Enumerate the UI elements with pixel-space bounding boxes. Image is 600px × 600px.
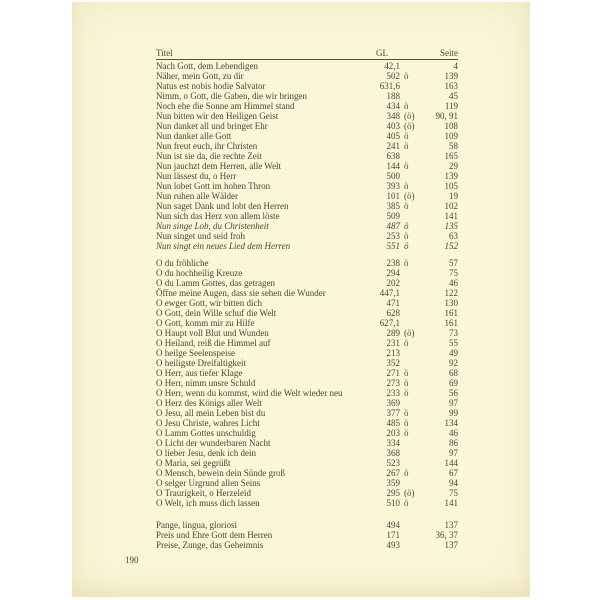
gl-oe-note: ö (404, 101, 409, 111)
page-ref: 75 (449, 488, 458, 498)
song-title: Nun singet und seid froh (156, 231, 245, 241)
song-title: Nun jauchzt dem Herren, alle Welt (156, 161, 282, 171)
gl-number: 171 (386, 530, 400, 540)
gl-number: 471 (386, 298, 400, 308)
table-row (156, 348, 458, 358)
page-ref: 69 (449, 378, 458, 388)
gl-oe-note: ö (404, 468, 409, 478)
page-ref: 135 (444, 221, 458, 231)
song-title: O heilge Seelenspeise (156, 348, 235, 358)
gl-oe-note: (ö) (404, 488, 415, 498)
page-ref: 97 (449, 398, 458, 408)
gl-number: 551 (386, 241, 400, 251)
table-row (156, 268, 458, 278)
song-title: O Gott, komm mir zu Hilfe (156, 318, 255, 328)
gl-number: 289 (386, 328, 400, 338)
song-title: Nach Gott, dem Lebendigen (156, 61, 258, 71)
page-ref: 75 (449, 268, 458, 278)
gl-number: 485 (386, 418, 400, 428)
page-ref: 29 (449, 161, 458, 171)
table-row (156, 388, 458, 398)
gl-oe-note: ö (404, 71, 409, 81)
page-ref: 73 (449, 328, 458, 338)
page-ref: 99 (449, 408, 458, 418)
page-ref: 152 (444, 241, 458, 251)
gl-oe-note: ö (404, 221, 409, 231)
gl-number: 500 (386, 171, 400, 181)
gl-oe-note: ö (404, 498, 409, 508)
page-ref: 141 (444, 498, 458, 508)
table-row (156, 338, 458, 348)
gl-oe-note (400, 151, 422, 161)
table-row (156, 540, 458, 550)
gl-number: 393 (386, 181, 400, 191)
gl-oe-note: ö (404, 201, 409, 211)
gl-number: 627,1 (379, 318, 400, 328)
song-title: Öffne meine Augen, dass sie sehen die Wunder (156, 288, 326, 298)
gl-oe-note (400, 211, 422, 221)
page-ref: 139 (444, 171, 458, 181)
table-row (156, 201, 458, 211)
gl-oe-note (400, 358, 422, 368)
gl-number: 42,1 (384, 61, 400, 71)
gl-number: 233 (386, 388, 400, 398)
gl-number: 403 (386, 121, 400, 131)
song-title: Nun lässest du, o Herr (156, 171, 237, 181)
table-row (156, 458, 458, 468)
song-title: Nun singt ein neues Lied dem Herren (156, 241, 291, 251)
song-title: O du Lamm Gottes, das getragen (156, 278, 275, 288)
gl-number: 447,1 (379, 288, 400, 298)
page-ref: 137 (444, 540, 458, 550)
gl-oe-note: (ö) (404, 111, 415, 121)
song-title: O Heiland, reiß die Himmel auf (156, 338, 271, 348)
table-row (156, 191, 458, 201)
table-row (156, 111, 458, 121)
song-title: O Mensch, bewein dein Sünde groß (156, 468, 285, 478)
gl-oe-note: ö (404, 378, 409, 388)
table-row (156, 231, 458, 241)
song-title: Nun singe Lob, du Christenheit (156, 221, 269, 231)
gl-number: 502 (386, 71, 400, 81)
page-ref: 46 (449, 278, 458, 288)
gl-number: 334 (386, 438, 400, 448)
gl-number: 231 (386, 338, 400, 348)
gl-number: 253 (386, 231, 400, 241)
gl-number: 203 (386, 428, 400, 438)
gl-number: 348 (386, 111, 400, 121)
page-ref: 86 (449, 438, 458, 448)
table-section (156, 258, 458, 508)
gl-oe-note (400, 458, 422, 468)
gl-number: 267 (386, 468, 400, 478)
gl-oe-note: ö (404, 338, 409, 348)
gl-number: 213 (386, 348, 400, 358)
table-row (156, 161, 458, 171)
gl-oe-note: (ö) (404, 121, 415, 131)
page-ref: 4 (453, 61, 458, 71)
gl-oe-note (400, 81, 422, 91)
table-row (156, 121, 458, 131)
gl-oe-note (400, 298, 422, 308)
gl-oe-note (400, 171, 422, 181)
song-title: Preis und Ehre Gott dem Herren (156, 530, 273, 540)
song-title: O heiligste Dreifaltigkeit (156, 358, 246, 368)
table-row (156, 498, 458, 508)
gl-oe-note: ö (404, 428, 409, 438)
gl-number: 359 (386, 478, 400, 488)
gl-oe-note (400, 61, 422, 71)
gl-oe-note: ö (404, 388, 409, 398)
page-ref: 161 (444, 318, 458, 328)
page-ref: 68 (449, 368, 458, 378)
gl-oe-note (400, 448, 422, 458)
gl-number: 385 (386, 201, 400, 211)
page-ref: 45 (449, 91, 458, 101)
table-row (156, 438, 458, 448)
gl-oe-note (400, 308, 422, 318)
book-page (72, 2, 530, 597)
page-ref: 163 (444, 81, 458, 91)
gl-number: 434 (386, 101, 400, 111)
table-row (156, 131, 458, 141)
page-ref: 102 (444, 201, 458, 211)
song-index-table (156, 48, 458, 550)
gl-number: 638 (386, 151, 400, 161)
gl-number: 352 (386, 358, 400, 368)
gl-number: 241 (386, 141, 400, 151)
table-row (156, 181, 458, 191)
table-row (156, 241, 458, 251)
gl-number: 377 (386, 408, 400, 418)
gl-oe-note: ö (404, 141, 409, 151)
table-row (156, 308, 458, 318)
gl-number: 202 (386, 278, 400, 288)
table-section (156, 61, 458, 251)
page-ref: 119 (444, 101, 458, 111)
gl-oe-note: ö (404, 368, 409, 378)
table-row (156, 101, 458, 111)
song-title: O Licht der wunderbaren Nacht (156, 438, 271, 448)
song-title: O Welt, ich muss dich lassen (156, 498, 260, 508)
gl-oe-note (400, 278, 422, 288)
page-ref: 36, 37 (435, 530, 458, 540)
table-row (156, 408, 458, 418)
gl-number: 493 (386, 540, 400, 550)
song-title: Nimm, o Gott, die Gaben, die wir bringen (156, 91, 307, 101)
table-section (156, 520, 458, 550)
header-spacer (400, 48, 422, 58)
song-title: Näher, mein Gott, zu dir (156, 71, 244, 81)
song-title: O Traurigkeit, o Herzeleid (156, 488, 251, 498)
song-title: Nun bitten wir den Heiligen Geist (156, 111, 279, 121)
page-ref: 58 (449, 141, 458, 151)
table-row (156, 378, 458, 388)
gl-number: 494 (386, 520, 400, 530)
gl-number: 487 (386, 221, 400, 231)
gl-oe-note: ö (404, 241, 409, 251)
page-ref: 144 (444, 458, 458, 468)
gl-oe-note: ö (404, 231, 409, 241)
page-ref: 137 (444, 520, 458, 530)
song-title: O du fröhliche (156, 258, 209, 268)
song-title: Nun danket alle Gott (156, 131, 232, 141)
gl-oe-note: (ö) (404, 328, 415, 338)
table-row (156, 81, 458, 91)
song-title: O Herr, aus tiefer Klage (156, 368, 243, 378)
table-row (156, 368, 458, 378)
table-row (156, 298, 458, 308)
gl-oe-note: ö (404, 131, 409, 141)
song-title: O lieber Jesu, denk ich dein (156, 448, 256, 458)
gl-number: 295 (386, 488, 400, 498)
page-ref: 46 (449, 428, 458, 438)
song-title: O selger Urgrund allen Seins (156, 478, 261, 488)
song-title: Nun ist sie da, die rechte Zeit (156, 151, 262, 161)
gl-number: 405 (386, 131, 400, 141)
gl-oe-note (400, 530, 422, 540)
gl-number: 144 (386, 161, 400, 171)
song-title: Noch ehe die Sonne am Himmel stand (156, 101, 295, 111)
song-title: Natus est nobis hodie Salvator (156, 81, 266, 91)
table-row (156, 398, 458, 408)
gl-number: 238 (386, 258, 400, 268)
page-ref: 57 (449, 258, 458, 268)
song-title: Nun sich das Herz von allem löste (156, 211, 280, 221)
gl-oe-note: ö (404, 181, 409, 191)
page-ref: 109 (444, 131, 458, 141)
gl-number: 523 (386, 458, 400, 468)
gl-number: 101 (386, 191, 400, 201)
gl-number: 510 (386, 498, 400, 508)
table-row (156, 520, 458, 530)
table-row (156, 221, 458, 231)
gl-oe-note: ö (404, 408, 409, 418)
table-body (156, 61, 458, 550)
page-ref: 92 (449, 358, 458, 368)
song-title: Nun danket all und bringet Ehr (156, 121, 268, 131)
gl-number: 294 (386, 268, 400, 278)
page-ref: 97 (449, 448, 458, 458)
page-ref: 19 (449, 191, 458, 201)
song-title: Preise, Zunge, das Geheimnis (156, 540, 264, 550)
table-row (156, 151, 458, 161)
gl-oe-note (400, 91, 422, 101)
gl-oe-note (400, 438, 422, 448)
table-row (156, 258, 458, 268)
page-ref: 161 (444, 308, 458, 318)
gl-oe-note: ö (404, 258, 409, 268)
gl-oe-note (400, 540, 422, 550)
song-title: O Herz des Königs aller Welt (156, 398, 262, 408)
table-row (156, 488, 458, 498)
gl-number: 631,6 (379, 81, 400, 91)
song-title: O ewger Gott, wir bitten dich (156, 298, 262, 308)
song-title: Nun saget Dank und lobt den Herren (156, 201, 289, 211)
gl-number: 509 (386, 211, 400, 221)
table-row (156, 91, 458, 101)
table-row (156, 448, 458, 458)
page-ref: 67 (449, 468, 458, 478)
page-ref: 139 (444, 71, 458, 81)
table-row (156, 288, 458, 298)
song-title: Nun lobet Gott im hohen Thron (156, 181, 271, 191)
gl-oe-note (400, 318, 422, 328)
header-gl: GL (376, 48, 388, 58)
gl-number: 369 (386, 398, 400, 408)
page-ref: 130 (444, 298, 458, 308)
table-row (156, 328, 458, 338)
song-title: O Herr, wenn du kommst, wird die Welt wieder neu (156, 388, 343, 398)
gl-oe-note (400, 398, 422, 408)
gl-oe-note: ö (404, 418, 409, 428)
table-row (156, 211, 458, 221)
table-row (156, 468, 458, 478)
page-ref: 55 (449, 338, 458, 348)
gl-oe-note: ö (404, 161, 409, 171)
song-title: O Maria, sei gegrüßt (156, 458, 231, 468)
gl-number: 368 (386, 448, 400, 458)
table-row (156, 418, 458, 428)
page-number: 190 (125, 555, 139, 565)
page-ref: 122 (444, 288, 458, 298)
page-ref: 94 (449, 478, 458, 488)
page-ref: 134 (444, 418, 458, 428)
gl-number: 273 (386, 378, 400, 388)
table-row (156, 318, 458, 328)
song-title: O Jesu, all mein Leben bist du (156, 408, 266, 418)
table-row (156, 278, 458, 288)
song-title: O du hochheilig Kreuze (156, 268, 243, 278)
table-row (156, 428, 458, 438)
song-title: O Jesu Christe, wahres Licht (156, 418, 260, 428)
page-ref: 108 (444, 121, 458, 131)
gl-number: 271 (386, 368, 400, 378)
page-ref: 90, 91 (435, 111, 458, 121)
song-title: Nun ruhen alle Wälder (156, 191, 239, 201)
gl-number: 628 (386, 308, 400, 318)
gl-oe-note (400, 348, 422, 358)
gl-oe-note: (ö) (404, 191, 415, 201)
gl-oe-note (400, 288, 422, 298)
page-ref: 56 (449, 388, 458, 398)
song-title: O Gott, dein Wille schuf die Welt (156, 308, 277, 318)
page-ref: 63 (449, 231, 458, 241)
gl-oe-note (400, 520, 422, 530)
song-title: O Haupt voll Blut und Wunden (156, 328, 269, 338)
page-ref: 141 (444, 211, 458, 221)
table-row (156, 478, 458, 488)
gl-oe-note (400, 268, 422, 278)
table-row (156, 71, 458, 81)
song-title: Nun freut euch, ihr Christen (156, 141, 258, 151)
table-row (156, 530, 458, 540)
table-header (156, 48, 458, 60)
page-ref: 165 (444, 151, 458, 161)
song-title: O Herr, nimm unsre Schuld (156, 378, 256, 388)
page-ref: 49 (449, 348, 458, 358)
table-row (156, 141, 458, 151)
song-title: Pange, lingua, gloriosi (156, 520, 237, 530)
table-row (156, 61, 458, 71)
page-ref: 105 (444, 181, 458, 191)
header-seite: Seite (440, 48, 458, 58)
song-title: O Lamm Gottes unschuldig (156, 428, 256, 438)
header-titel: Titel (156, 48, 173, 58)
gl-oe-note (400, 478, 422, 488)
gl-number: 188 (386, 91, 400, 101)
table-row (156, 171, 458, 181)
table-row (156, 358, 458, 368)
